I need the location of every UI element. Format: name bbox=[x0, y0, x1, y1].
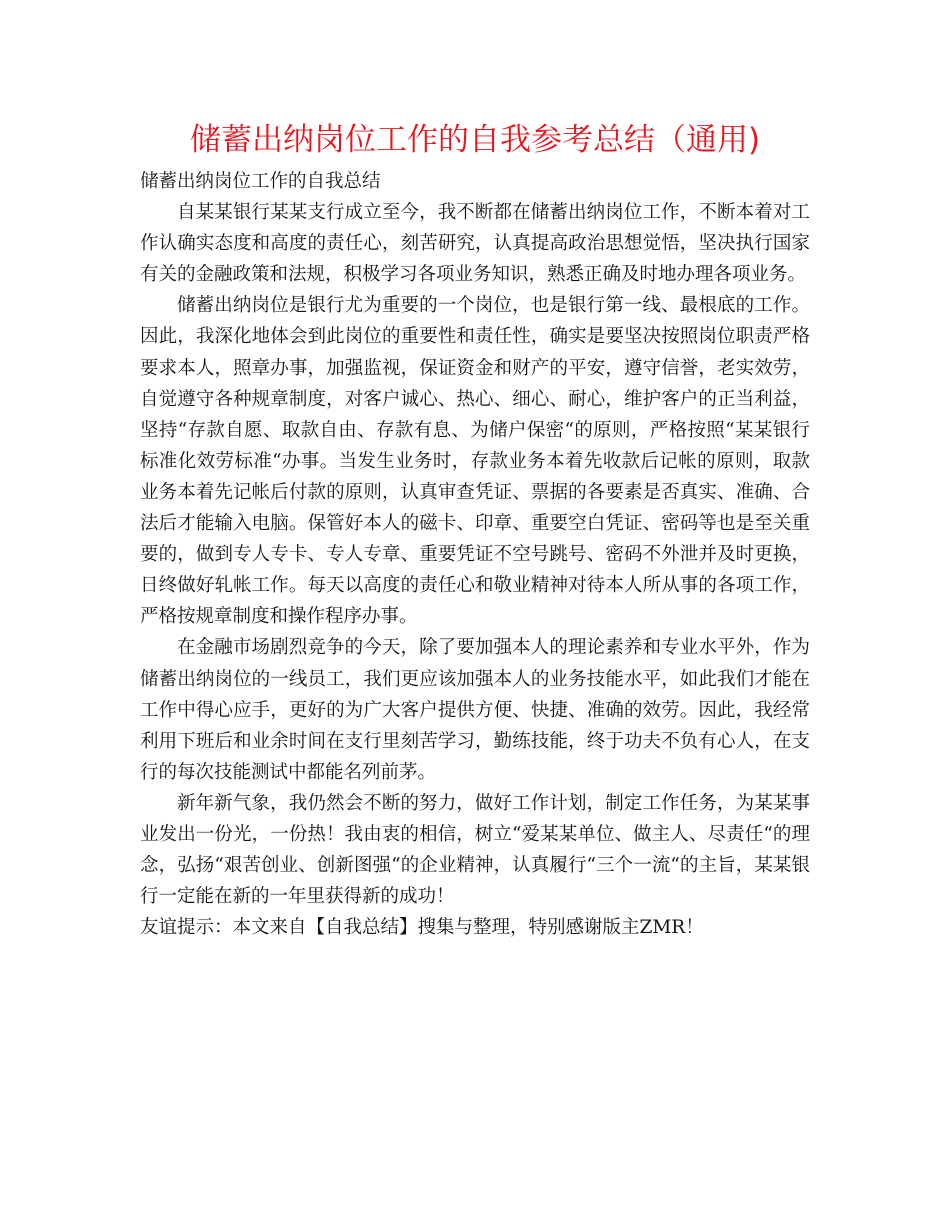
footer-note: 友谊提示：本文来自【自我总结】搜集与整理，特别感谢版主ZMR！ bbox=[140, 917, 704, 939]
paragraph-2: 储蓄出纳岗位是银行尤为重要的一个岗位，也是银行第一线、最根底的工作。因此，我深化地体会到此岗位的重要性和责任性，确实是要坚决按照岗位职责严格要求本人，照章办事，加强监视，保证资金和财产的平安，遵守信誉，老实效劳，自觉遵守各种规章制度，对客户诚心、热心、细心、耐心，维护客户的正当利益，坚持“存款自愿、取款自由、存款有息、为储户保密“的原则，严格按照“某某银行标准化效劳标准“办事。当发生业务时，存款业务本着先收款后记帐的原则，取款业务本着先记帐后付款的原则，认真审查凭证、票据的各要素是否真实、准确、合法后才能输入电脑。保管好本人的磁卡、印章、重要空白凭证、密码等也是至关重要的，做到专人专卡、专人专章、重要凭证不空号跳号、密码不外泄并及时更换，日终做好轧帐工作。每天以高度的责任心和敬业精神对待本人所从事的各项工作，严格按规章制度和操作程序办事。 bbox=[140, 295, 810, 628]
paragraph-3: 在金融市场剧烈竞争的今天，除了要加强本人的理论素养和专业水平外，作为储蓄出纳岗位的一线员工，我们更应该加强本人的业务技能水平，如此我们才能在工作中得心应手，更好的为广大客户提供方便、快捷、准确的效劳。因此，我经常利用下班后和业余时间在支行里刻苦学习，勤练技能，终于功夫不负有心人，在支行的每次技能测试中都能名列前茅。 bbox=[140, 637, 810, 783]
document-title: 储蓄出纳岗位工作的自我参考总结（通用) bbox=[189, 122, 761, 158]
paragraph-4: 新年新气象，我仍然会不断的努力，做好工作计划，制定工作任务，为某某事业发出一份光，一份热！我由衷的相信，树立“爱某某单位、做主人、尽责任“的理念，弘扬“艰苦创业、创新图强“的企业精神，认真履行“三个一流“的主旨，某某银行一定能在新的一年里获得新的成功！ bbox=[140, 792, 810, 908]
document-subtitle: 储蓄出纳岗位工作的自我总结 bbox=[140, 171, 381, 192]
document-body bbox=[140, 166, 810, 943]
paragraph-1: 自某某银行某某支行成立至今，我不断都在储蓄出纳岗位工作，不断本着对工作认确实态度和高度的责任心，刻苦研究，认真提高政治思想觉悟，坚决执行国家有关的金融政策和法规，积极学习各项业务知识，熟悉正确及时地办理各项业务。 bbox=[140, 202, 810, 286]
